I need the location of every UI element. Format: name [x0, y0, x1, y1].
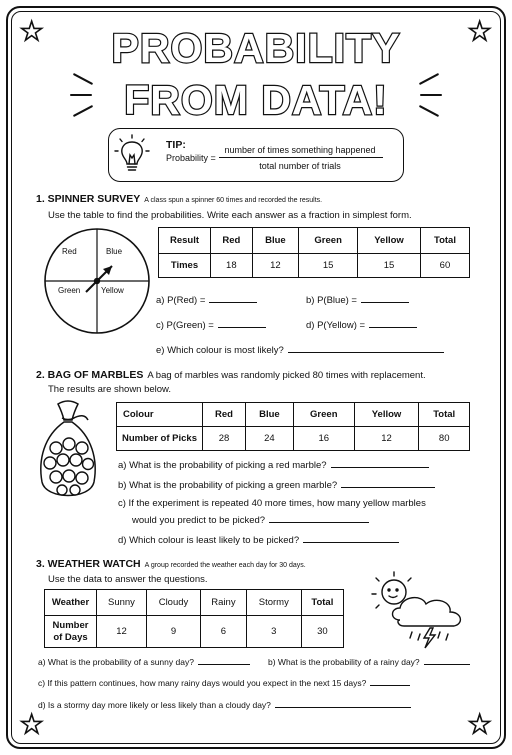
table-header-cell: Total: [301, 590, 343, 616]
spinner-label-yellow: Yellow: [101, 286, 124, 295]
section1-desc: A class spun a spinner 60 times and recorded the results.: [144, 197, 323, 204]
table-row-label: Number of Days: [45, 616, 97, 648]
section2-desc: A bag of marbles was randomly picked 80 times with replacement.: [147, 370, 426, 381]
table-cell: 16: [293, 427, 354, 451]
table-cell: 24: [245, 427, 293, 451]
table-header-row: [117, 403, 470, 427]
table-cell: 80: [419, 427, 470, 451]
marble-bag-icon: [36, 398, 100, 508]
section1-instruction: Use the table to find the probabilities. Write each answer as a fraction in simplest form.: [48, 210, 412, 221]
table-header-cell: Blue: [245, 403, 293, 427]
table-cell: 15: [299, 254, 358, 278]
section3-desc: A group recorded the weather each day for 30 days.: [144, 562, 306, 569]
table-header-cell: Weather: [45, 590, 97, 616]
section3-title: 3. WEATHER WATCH A group recorded the weather each day for 30 days.: [36, 558, 306, 570]
answer-blank-2d[interactable]: [303, 533, 399, 543]
table-cell: 12: [97, 616, 147, 648]
answer-blank-3c[interactable]: [370, 676, 410, 686]
answer-blank-3d[interactable]: [275, 698, 411, 708]
table-cell: 30: [301, 616, 343, 648]
table-cell: 12: [252, 254, 298, 278]
section1-title: 1. SPINNER SURVEY A class spun a spinner 60 times and recorded the results.: [36, 193, 323, 205]
question-3c: c) If this pattern continues, how many rainy days would you expect in the next 15 days?: [38, 676, 410, 688]
answer-blank-3b[interactable]: [424, 655, 470, 665]
star-icon: ★: [20, 16, 44, 46]
answer-blank-2c[interactable]: [269, 513, 369, 523]
table-row: [117, 427, 470, 451]
table-header-cell: Stormy: [246, 590, 301, 616]
table-header-cell: Cloudy: [146, 590, 200, 616]
answer-blank-3a[interactable]: [198, 655, 250, 665]
question-1b: b) P(Blue) =: [306, 293, 409, 306]
table-header-cell: Yellow: [358, 228, 421, 254]
table-row: [45, 616, 344, 648]
lightbulb-icon: [112, 133, 152, 177]
table-header-cell: Red: [211, 228, 253, 254]
star-icon: ★: [468, 16, 492, 46]
answer-blank-2a[interactable]: [331, 458, 429, 468]
tip-box: [108, 128, 404, 182]
table-cell: 12: [354, 427, 419, 451]
table-header-cell: Rainy: [201, 590, 247, 616]
spinner-icon: [42, 226, 152, 336]
spinner-table: [158, 227, 470, 278]
star-icon: ★: [468, 709, 492, 739]
table-header-cell: Total: [420, 228, 469, 254]
star-icon: ★: [20, 709, 44, 739]
table-cell: 60: [420, 254, 469, 278]
table-header-cell: Total: [419, 403, 470, 427]
question-1e: e) Which colour is most likely?: [156, 343, 444, 356]
question-3a: a) What is the probability of a sunny day?: [38, 655, 250, 667]
table-header-cell: Green: [299, 228, 358, 254]
question-2a: a) What is the probability of picking a red marble?: [118, 458, 429, 471]
weather-table: [44, 589, 344, 648]
question-2c-cont: would you predict to be picked?: [132, 513, 369, 526]
question-2c: c) If the experiment is repeated 40 more times, how many yellow marbles: [118, 498, 426, 509]
table-cell: 3: [246, 616, 301, 648]
tip-label: TIP:: [166, 139, 186, 151]
table-cell: 6: [201, 616, 247, 648]
section3-instruction: Use the data to answer the questions.: [48, 574, 208, 585]
question-3b: b) What is the probability of a rainy day?: [268, 655, 470, 667]
table-header-cell: Blue: [252, 228, 298, 254]
question-1a: a) P(Red) =: [156, 293, 257, 306]
question-2b: b) What is the probability of picking a green marble?: [118, 478, 435, 491]
section2-instruction: The results are shown below.: [48, 384, 172, 395]
table-header-row: [45, 590, 344, 616]
answer-blank-1e[interactable]: [288, 343, 444, 353]
table-header-cell: Colour: [117, 403, 203, 427]
table-row: [159, 254, 470, 278]
table-row-label: Times: [159, 254, 211, 278]
tip-denominator: total number of trials: [259, 161, 341, 171]
spinner-label-red: Red: [62, 247, 77, 256]
answer-blank-2b[interactable]: [341, 478, 435, 488]
table-header-cell: Yellow: [354, 403, 419, 427]
weather-icon: [364, 568, 472, 650]
answer-blank-1c[interactable]: [218, 318, 266, 328]
section2-title: 2. BAG OF MARBLES A bag of marbles was randomly picked 80 times with replacement.: [36, 369, 426, 381]
question-3d: d) Is a stormy day more likely or less likely than a cloudy day?: [38, 698, 411, 710]
table-header-cell: Sunny: [97, 590, 147, 616]
page-title-line1: PROBABILITY: [111, 25, 401, 71]
table-cell: 9: [146, 616, 200, 648]
spinner-label-green: Green: [58, 286, 81, 295]
page-title-line2: FROM DATA!: [124, 77, 388, 123]
spinner-label-blue: Blue: [106, 247, 123, 256]
table-row-label: Number of Picks: [117, 427, 203, 451]
table-header-row: [159, 228, 470, 254]
marbles-table: [116, 402, 470, 451]
question-1c: c) P(Green) =: [156, 318, 266, 331]
question-1d: d) P(Yellow) =: [306, 318, 417, 331]
table-cell: 15: [358, 254, 421, 278]
question-2d: d) Which colour is least likely to be picked?: [118, 533, 399, 546]
answer-blank-1d[interactable]: [369, 318, 417, 328]
table-header-cell: Green: [293, 403, 354, 427]
table-header-cell: Red: [203, 403, 246, 427]
answer-blank-1a[interactable]: [209, 293, 257, 303]
table-cell: 18: [211, 254, 253, 278]
table-header-cell: Result: [159, 228, 211, 254]
table-cell: 28: [203, 427, 246, 451]
fraction-bar: [219, 157, 383, 158]
tip-numerator: number of times something happened: [224, 145, 376, 155]
answer-blank-1b[interactable]: [361, 293, 409, 303]
tip-prefix: Probability =: [166, 153, 216, 163]
